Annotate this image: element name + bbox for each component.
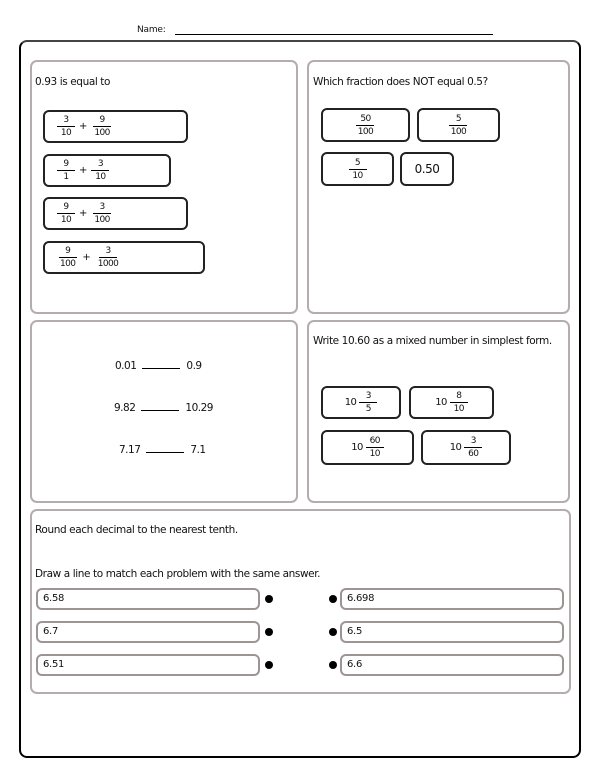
fraction: $\frac{9}{100}$	[60, 246, 76, 269]
answer-option-3[interactable]	[321, 152, 394, 186]
question-panel-4	[307, 320, 570, 503]
answer-option-4[interactable]: 10 $\frac{3}{60}$	[421, 430, 511, 465]
match-dot-right-2[interactable]	[329, 628, 337, 636]
question-panel-2	[307, 60, 570, 314]
comparison-row-2: 9.82 10.29	[114, 402, 213, 414]
fraction: $\frac{3}{1000}$	[97, 246, 119, 269]
fraction: $\frac{5}{10}$	[349, 158, 367, 181]
match-right-1[interactable]: 6.698	[340, 588, 564, 610]
match-dot-left-3[interactable]	[265, 661, 273, 669]
answer-option-1[interactable]: 10 $\frac{3}{5}$	[321, 386, 401, 419]
instruction-match: Draw a line to match each problem with the same answer.	[35, 568, 321, 580]
match-right-2[interactable]: 6.5	[340, 621, 564, 643]
fraction: $\frac{9}{100}$	[94, 115, 110, 138]
name-input-line[interactable]	[175, 34, 493, 35]
comparison-blank[interactable]	[142, 367, 180, 369]
name-label: Name:	[137, 25, 166, 35]
match-dot-right-3[interactable]	[329, 661, 337, 669]
answer-option-2[interactable]: $\frac{9}{1}$ + $\frac{3}{10}$	[43, 154, 171, 187]
fraction: $\frac{9}{1}$	[57, 159, 75, 182]
fraction: $\frac{3}{60}$	[464, 436, 482, 459]
match-dot-left-2[interactable]	[265, 628, 273, 636]
question-panel-5	[30, 509, 571, 694]
comparison-blank[interactable]	[146, 451, 184, 453]
fraction: $\frac{8}{10}$	[450, 391, 468, 414]
match-dot-right-1[interactable]	[329, 595, 337, 603]
question-prompt: Which fraction does NOT equal 0.5?	[313, 76, 488, 88]
answer-option-3[interactable]: $\frac{9}{10}$ + $\frac{3}{100}$	[43, 197, 188, 230]
match-left-2[interactable]: 6.7	[36, 621, 260, 643]
fraction: $\frac{3}{10}$	[91, 159, 109, 182]
question-panel-1	[30, 60, 298, 314]
question-prompt: Write 10.60 as a mixed number in simplest form.	[313, 335, 552, 347]
fraction: $\frac{3}{10}$	[57, 115, 75, 138]
answer-option-2[interactable]: 10 $\frac{8}{10}$	[409, 386, 494, 419]
fraction: $\frac{9}{10}$	[57, 202, 75, 225]
match-right-3[interactable]: 6.6	[340, 654, 564, 676]
match-left-3[interactable]: 6.51	[36, 654, 260, 676]
match-left-1[interactable]: 6.58	[36, 588, 260, 610]
fraction: $\frac{60}{10}$	[366, 436, 384, 459]
comparison-row-3: 7.17 7.1	[119, 444, 206, 456]
comparison-blank[interactable]	[141, 409, 179, 411]
question-prompt: 0.93 is equal to	[35, 76, 111, 88]
fraction: $\frac{50}{100}$	[357, 113, 374, 137]
answer-option-4[interactable]: 0.50	[400, 152, 454, 186]
answer-option-4[interactable]: $\frac{9}{100}$ + $\frac{3}{1000}$	[43, 241, 205, 274]
fraction: $\frac{5}{100}$	[450, 113, 467, 137]
instruction-round: Round each decimal to the nearest tenth.	[35, 524, 238, 536]
match-dot-left-1[interactable]	[265, 595, 273, 603]
answer-option-2[interactable]	[417, 108, 500, 142]
answer-option-1[interactable]: $\frac{3}{10}$ + $\frac{9}{100}$	[43, 110, 188, 143]
answer-option-3[interactable]: 10 $\frac{60}{10}$	[321, 430, 414, 465]
fraction: $\frac{3}{100}$	[94, 202, 110, 225]
answer-option-1[interactable]	[321, 108, 410, 142]
question-panel-3	[30, 320, 298, 503]
comparison-row-1: 0.01 0.9	[115, 360, 202, 372]
fraction: $\frac{3}{5}$	[359, 391, 377, 414]
